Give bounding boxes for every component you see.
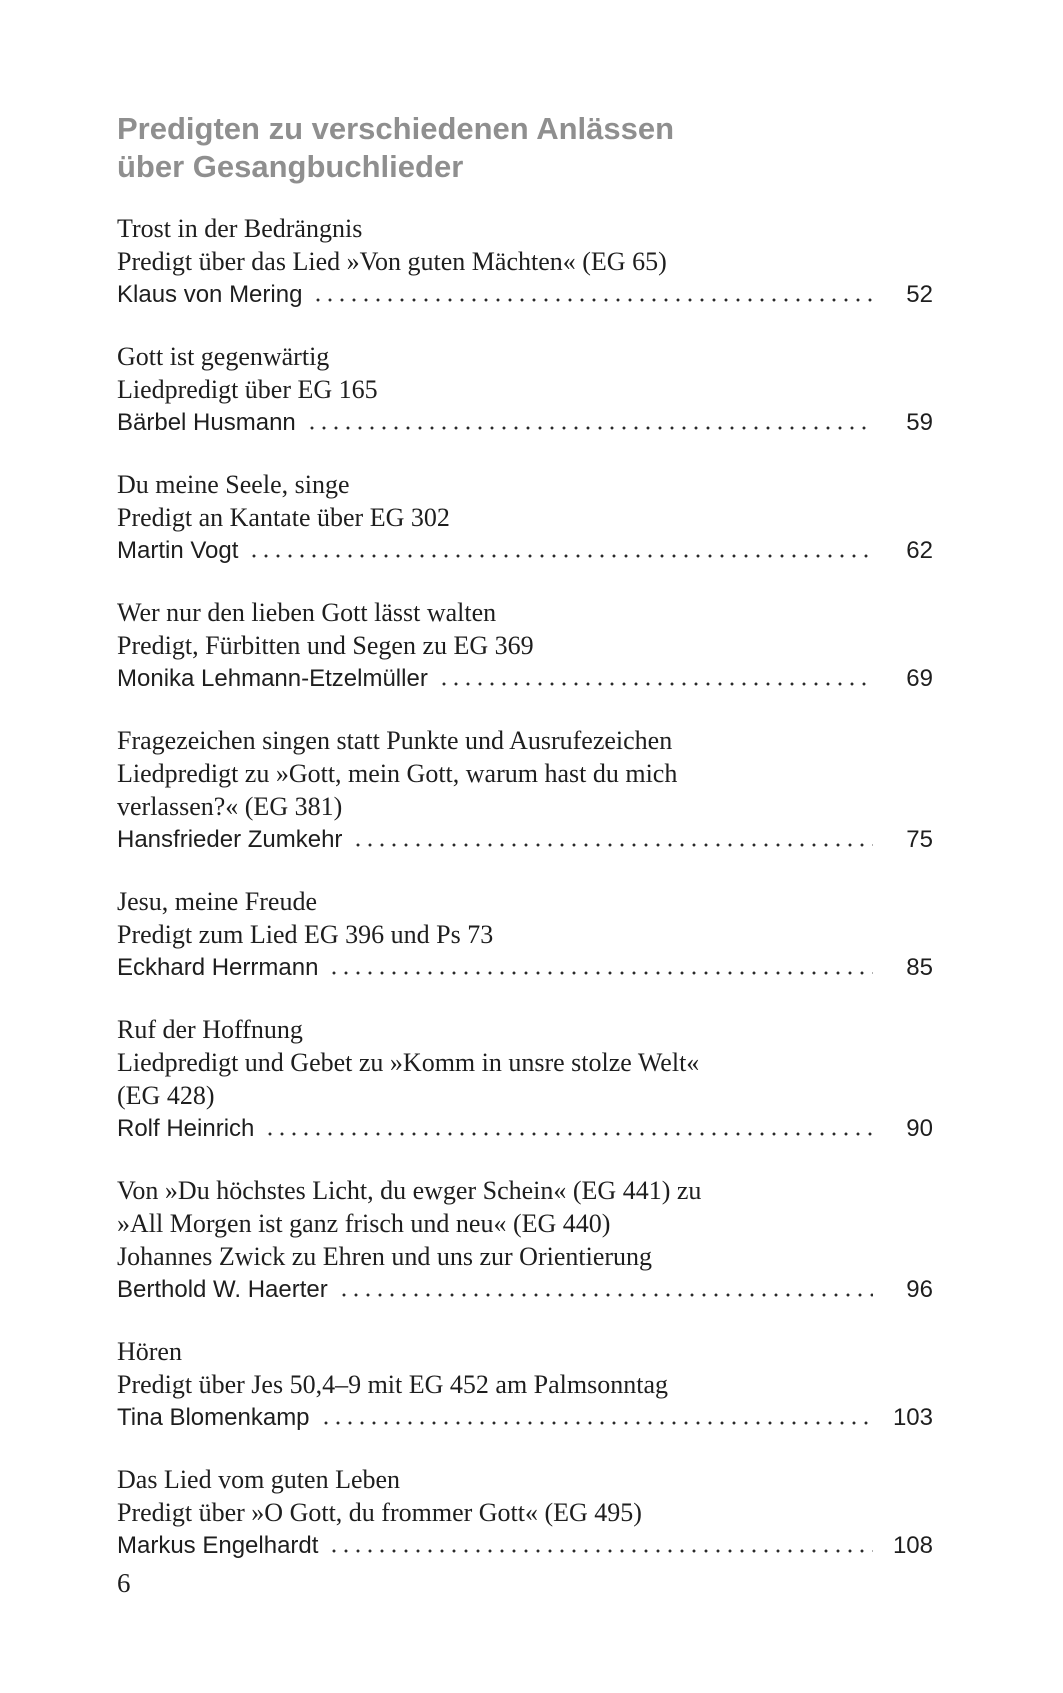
toc-entry-author: Markus Engelhardt: [117, 1532, 319, 1559]
toc-entry[interactable]: [117, 1174, 933, 1306]
toc-entry[interactable]: [117, 724, 933, 856]
toc-entry-page: 75: [906, 826, 933, 853]
dot-leader: [352, 843, 873, 847]
toc-entry-author: Klaus von Mering: [117, 281, 303, 308]
toc-entry[interactable]: [117, 1335, 933, 1434]
toc-entry-title-line: Wer nur den lieben Gott lässt walten: [117, 598, 497, 627]
toc-entry-title-line: Predigt an Kantate über EG 302: [117, 503, 450, 532]
toc-entry-author: Martin Vogt: [117, 537, 239, 564]
toc-entry-page: 59: [906, 409, 933, 436]
toc-entry-title-line: Trost in der Bedrängnis: [117, 214, 363, 243]
toc-entry-title-line: Predigt über Jes 50,4–9 mit EG 452 am Palmsonntag: [117, 1370, 669, 1399]
toc-entry-page: 85: [906, 954, 933, 981]
toc-entry-author-row: [117, 1273, 933, 1306]
toc-entry-page: 103: [892, 1404, 933, 1431]
toc-entry-title-line: Hören: [117, 1337, 182, 1366]
toc-entry-author: Tina Blomenkamp: [117, 1404, 310, 1431]
toc-entry-author-row: [117, 951, 933, 984]
toc-entry-author-row: [117, 406, 933, 439]
toc-entry-title-line: Du meine Seele, singe: [117, 470, 350, 499]
toc-entry-title-line: Jesu, meine Freude: [117, 887, 318, 916]
section-heading-line-2: über Gesangbuchlieder: [117, 149, 464, 184]
toc-entry[interactable]: [117, 885, 933, 984]
toc-entry-author-row: [117, 1112, 933, 1145]
page-number: 6: [117, 1568, 131, 1598]
toc-entry-title-line: Gott ist gegenwärtig: [117, 342, 330, 371]
toc-entry-author-row: [117, 823, 933, 856]
toc-entry-page: 108: [892, 1532, 933, 1559]
dot-leader: [338, 1293, 873, 1297]
toc-entry-title-line: Johannes Zwick zu Ehren und uns zur Orientierung: [117, 1242, 653, 1271]
dot-leader: [248, 554, 873, 558]
section-heading-line-1: Predigten zu verschiedenen Anlässen: [117, 111, 675, 146]
toc-entry-title-line: Ruf der Hoffnung: [117, 1015, 303, 1044]
toc-entry[interactable]: [117, 1013, 933, 1145]
dot-leader: [320, 1421, 873, 1425]
toc-entry-author-row: [117, 1401, 933, 1434]
toc-entry-title-line: »All Morgen ist ganz frisch und neu« (EG 440): [117, 1209, 611, 1238]
section-heading: [117, 110, 917, 186]
toc-entry-author: Berthold W. Haerter: [117, 1276, 328, 1303]
toc-entry-author-row: [117, 534, 933, 567]
toc-entry-page: 96: [906, 1276, 933, 1303]
toc-entry-title-line: Liedpredigt und Gebet zu »Komm in unsre stolze Welt«: [117, 1048, 700, 1077]
toc-entry-title-line: Liedpredigt zu »Gott, mein Gott, warum hast du mich: [117, 759, 678, 788]
toc-entry[interactable]: [117, 596, 933, 695]
toc-entry[interactable]: [117, 340, 933, 439]
toc-entry-title-line: Fragezeichen singen statt Punkte und Ausrufezeichen: [117, 726, 673, 755]
toc-entry-title-line: Predigt zum Lied EG 396 und Ps 73: [117, 920, 494, 949]
dot-leader: [312, 298, 873, 302]
toc-entry-author-row: [117, 278, 933, 311]
toc-entry[interactable]: [117, 1463, 933, 1562]
toc-entry[interactable]: [117, 212, 933, 311]
toc-entry-title-line: Predigt, Fürbitten und Segen zu EG 369: [117, 631, 534, 660]
toc-entry-title-line: Von »Du höchstes Licht, du ewger Schein« (EG 441) zu: [117, 1176, 702, 1205]
dot-leader: [328, 1549, 873, 1553]
toc-entry-title-line: (EG 428): [117, 1081, 215, 1110]
toc-entry-author: Rolf Heinrich: [117, 1115, 255, 1142]
toc-entry-title-line: verlassen?« (EG 381): [117, 792, 343, 821]
toc-entry[interactable]: [117, 468, 933, 567]
toc-entry-title-line: Predigt über das Lied »Von guten Mächten« (EG 65): [117, 247, 667, 276]
toc-entry-title-line: Liedpredigt über EG 165: [117, 375, 378, 404]
toc-entry-author: Hansfrieder Zumkehr: [117, 826, 343, 853]
toc-entry-page: 62: [906, 537, 933, 564]
dot-leader: [438, 682, 873, 686]
toc-entry-author-row: [117, 1529, 933, 1562]
toc-entry-page: 69: [906, 665, 933, 692]
dot-leader: [306, 426, 873, 430]
toc-entry-author-row: [117, 662, 933, 695]
toc-entry-title-line: Das Lied vom guten Leben: [117, 1465, 401, 1494]
dot-leader: [264, 1132, 873, 1136]
toc-entry-author: Bärbel Husmann: [117, 409, 296, 436]
toc-entry-page: 90: [906, 1115, 933, 1142]
toc-entry-author: Monika Lehmann-Etzelmüller: [117, 665, 428, 692]
toc-entry-author: Eckhard Herrmann: [117, 954, 319, 981]
dot-leader: [328, 971, 873, 975]
toc-entry-title-line: Predigt über »O Gott, du frommer Gott« (EG 495): [117, 1498, 642, 1527]
table-of-contents: [117, 212, 933, 1591]
toc-entry-page: 52: [906, 281, 933, 308]
